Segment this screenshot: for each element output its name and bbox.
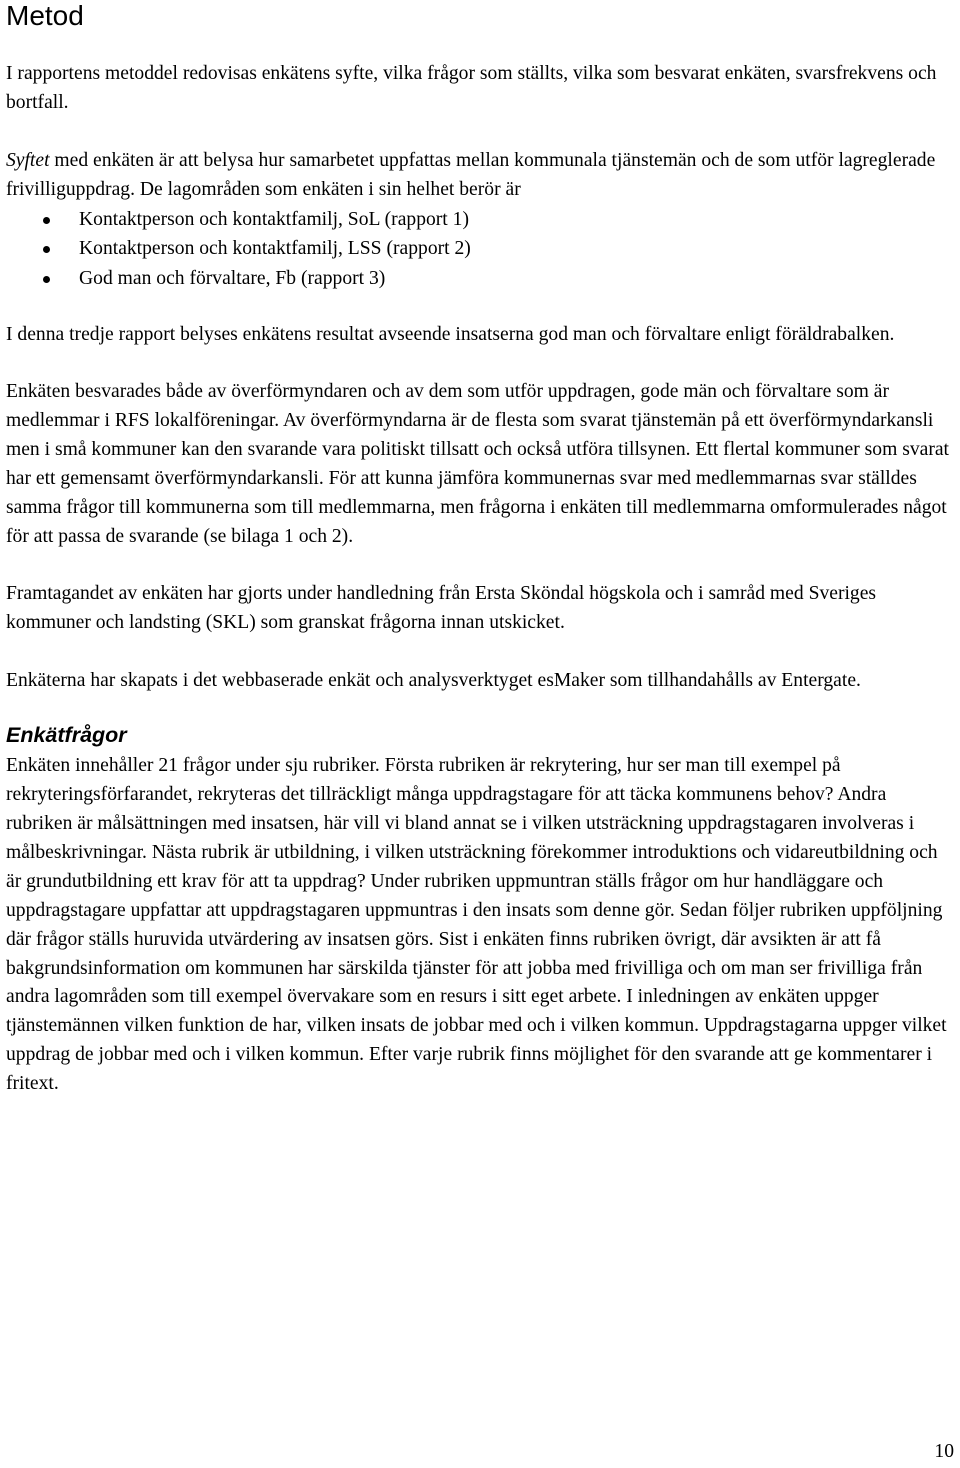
- tool-paragraph: Enkäterna har skapats i det webbaserade enkät och analysverktyget esMaker som tillhandahålls av Entergate.: [6, 670, 861, 692]
- list-item: [6, 234, 954, 264]
- law-area-list: [6, 205, 954, 294]
- list-item-text: God man och förvaltare, Fb (rapport 3): [79, 267, 386, 289]
- third-report-paragraph: I denna tredje rapport belyses enkätens resultat avseende insatserna god man och förvaltare enligt föräldrabalken.: [6, 324, 895, 346]
- intro-paragraph: I rapportens metoddel redovisas enkätens syfte, vilka frågor som ställts, vilka som besvarat enkäten, svarsfrekvens och bortfall.: [6, 63, 937, 113]
- subsection-title: Enkätfrågor: [6, 723, 127, 748]
- list-item: [6, 264, 954, 294]
- list-item-text: Kontaktperson och kontaktfamilj, LSS (rapport 2): [79, 238, 471, 260]
- purpose-rest: med enkäten är att belysa hur samarbetet uppfattas mellan kommunala tjänstemän och de som utför lagreglerade frivilliguppdrag. De lagområden som enkäten i sin helhet berör är: [6, 149, 936, 200]
- page-number: 10: [934, 1441, 954, 1462]
- purpose-paragraph: [6, 147, 954, 205]
- section-title: Metod: [6, 0, 84, 31]
- bullet-icon: [43, 246, 50, 253]
- bullet-icon: [43, 276, 50, 283]
- development-paragraph: Framtagandet av enkäten har gjorts under handledning från Ersta Sköndal högskola och i samråd med Sveriges kommuner och landsting (SKL) som granskat frågorna innan utskicket.: [6, 583, 877, 634]
- purpose-lead: Syftet: [6, 149, 50, 171]
- questions-paragraph: Enkäten innehåller 21 frågor under sju rubriker. Första rubriken är rekrytering, hur ser man till exempel på rekryteringsförfarandet, rekryteras det tillräckligt många uppdragstagare för att täcka kommunens behov? Andra rubriken är målsättningen med insatsen, här vill vi bland annat se i vilken utsträckning uppdragstagaren involveras i målbeskrivningar. Nästa rubrik är utbildning, i vilken utsträckning förekommer introduktions och vidareutbildning och är grundutbildning ett krav för att ta uppdrag? Under rubriken uppmuntran ställs frågor om hur handläggare och uppdragstagare uppfattar att uppdragstagaren uppmuntras i den insats som denne gör. Sedan följer rubriken uppföljning där frågor ställs huruvida utvärdering av insatsen görs. Sist i enkäten finns rubriken övrigt, där avsikten är att få bakgrundsinformation om kommunen har särskilda tjänster för att jobba med frivilliga och om man ser frivilliga från andra lagområden som till exempel övervakare som en resurs i sitt eget arbete. I inledningen av enkäten uppger tjänstemännen vilken funktion de har, vilken insats de jobbar med och i vilken kommun. Uppdragstagarna uppger vilket uppdrag de jobbar med och i vilken kommun. Efter varje rubrik finns möjlighet för den svarande att ge kommentarer i fritext.: [6, 755, 947, 1095]
- list-item-text: Kontaktperson och kontaktfamilj, SoL (rapport 1): [79, 208, 469, 230]
- list-item: [6, 205, 954, 235]
- document-page: [6, 0, 954, 1099]
- respondents-paragraph: Enkäten besvarades både av överförmyndaren och av dem som utför uppdragen, gode män och förvaltare som är medlemmar i RFS lokalföreningar. Av överförmyndarna är de flesta som svarat tjänstemän på ett överförmyndarkansli men i små kommuner kan den svarande vara politiskt tillsatt och också utföra tillsynen. Ett flertal kommuner som svarat har ett gemensamt överförmyndarkansli. För att kunna jämföra kommunernas svar med medlemmarnas svar ställdes samma frågor till kommunerna som till medlemmarna, men frågorna i enkäten till medlemmarna omformulerades något för att passa de svarande (se bilaga 1 och 2).: [6, 381, 949, 547]
- bullet-icon: [43, 217, 50, 224]
